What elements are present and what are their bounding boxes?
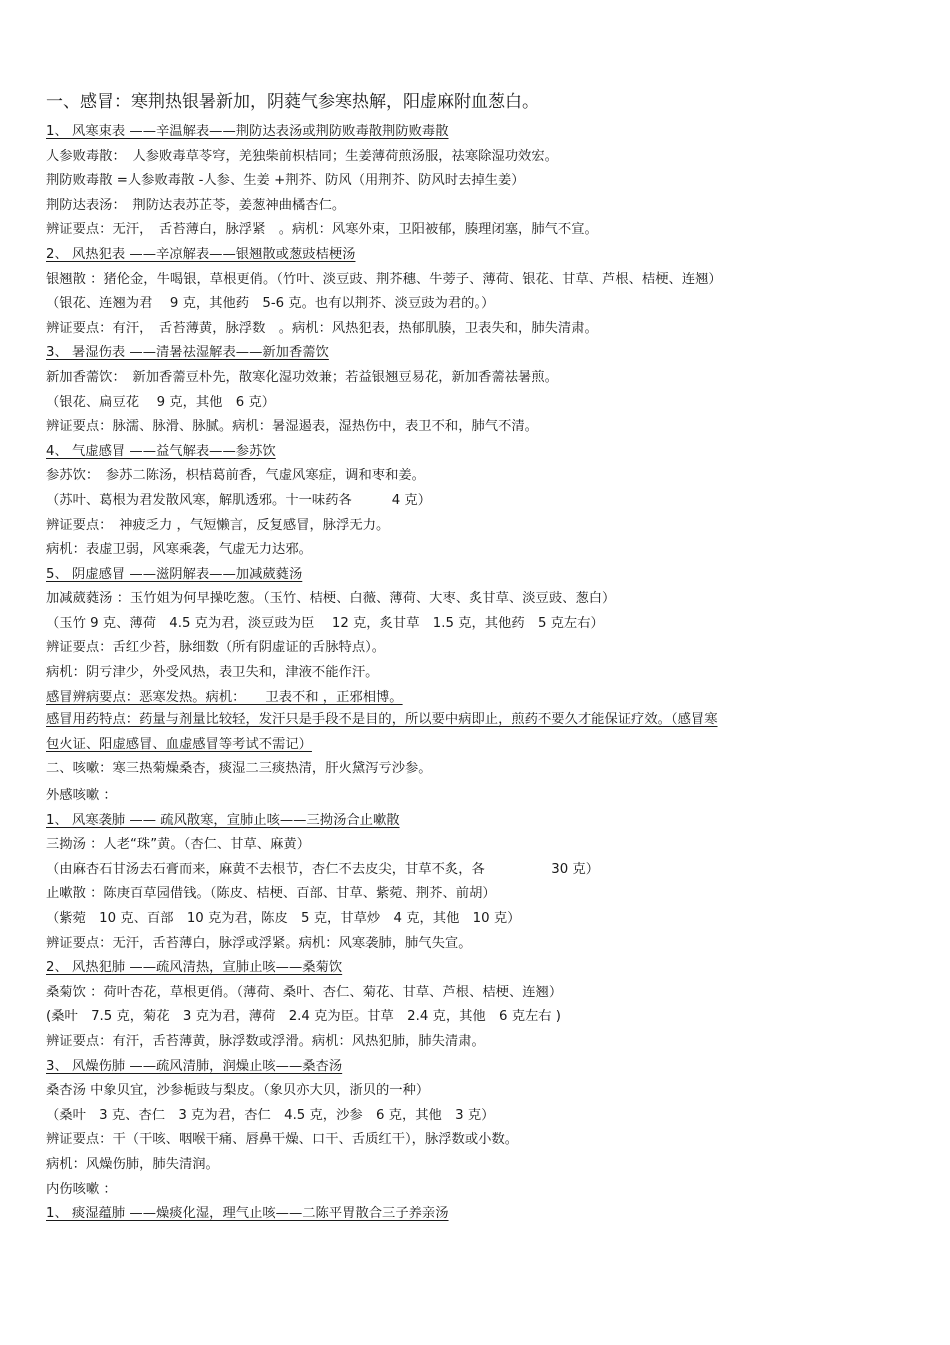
formula-heading: 5、 阴虚感冒 ——滋阴解表——加减葳蕤汤 — [46, 566, 303, 582]
text-line: （由麻杏石甘汤去石膏而来，麻黄不去根节，杏仁不去皮尖，甘草不炙，各 30 克） — [46, 861, 600, 877]
text-line: 止嗽散 ：陈庚百草园借钱。（陈皮、桔梗、百部、甘草、紫菀、荆芥、前胡） — [46, 886, 496, 902]
formula-heading: 2、 风热犯表 ——辛凉解表——银翘散或葱豉桔梗汤 — [46, 246, 356, 262]
text-line: 荆防达表汤： 荆防达表苏芷苓，姜葱神曲橘杏仁。 — [46, 197, 346, 213]
text-line: 人参败毒散： 人参败毒草苓穹，羌独柴前枳桔同；生姜薄荷煎汤服，祛寒除湿功效宏。 — [46, 148, 558, 164]
formula-heading: 3、 风燥伤肺 ——疏风清肺，润燥止咳——桑杏汤 — [46, 1058, 343, 1074]
text-line: 感冒辨病要点：恶寒发热。病机： 卫表不和 ，正邪相博。 — [46, 689, 403, 705]
text-line: 辨证要点：有汗， 舌苔薄黄，脉浮数 。病机：风热犯表，热郁肌腠，卫表失和，肺失清肃。 — [46, 320, 598, 336]
text-line: （桑叶 3 克、杏仁 3 克为君，杏仁 4.5 克，沙参 6 克，其他 3 克） — [46, 1107, 495, 1123]
text-line: （银花、连翘为君 9 克，其他药 5-6 克。也有以荆芥、淡豆豉为君的。） — [46, 296, 495, 312]
text-line: 辨证要点：有汗，舌苔薄黄，脉浮数或浮滑。病机：风热犯肺，肺失清肃。 — [46, 1033, 485, 1049]
text-line: 桑菊饮 ：荷叶杏花，草根更俏。（薄荷、桑叶、杏仁、菊花、甘草、芦根、桔梗、连翘） — [46, 984, 563, 1000]
section-title-cold: 一、感冒：寒荆热银暑新加，阴蕤气参寒热解，阳虚麻附血葱白。 — [46, 92, 539, 112]
text-line: 新加香薷饮： 新加香薷豆朴先，散寒化湿功效兼；若益银翘豆易花，新加香薷祛暑煎。 — [46, 369, 558, 385]
text-line: 二、咳嗽：寒三热菊燥桑杏，痰湿二三痰热清，肝火黛泻亏沙参。 — [46, 761, 432, 777]
text-line: （银花、扁豆花 9 克，其他 6 克） — [46, 394, 276, 410]
text-line: 辨证要点：脉濡、脉滑、脉腻。病机：暑湿遏表，湿热伤中，表卫不和，肺气不清。 — [46, 419, 538, 435]
formula-heading: 1、 风寒束表 ——辛温解表——荆防达表汤或荆防败毒散荆防败毒散 — [46, 124, 449, 139]
text-line: 外感咳嗽 ： — [46, 788, 117, 804]
text-line: 辨证要点：无汗， 舌苔薄白，脉浮紧 。病机：风寒外束，卫阳被郁，腠理闭塞，肺气不宣。 — [46, 222, 598, 238]
text-line: 三拗汤 ：人老“珠”黄。（杏仁、甘草、麻黄） — [46, 837, 310, 853]
text-line: 辨证要点：舌红少苔，脉细数（所有阴虚证的舌脉特点）。 — [46, 640, 386, 656]
text-line: 包火证、阳虚感冒、血虚感冒等考试不需记） — [46, 736, 312, 752]
formula-heading: 4、 气虚感冒 ——益气解表——参苏饮 — [46, 443, 276, 459]
text-line: 参苏饮： 参苏二陈汤，枳桔葛前香，气虚风寒症，调和枣和姜。 — [46, 468, 425, 484]
text-line: (桑叶 7.5 克，菊花 3 克为君，薄荷 2.4 克为臣。甘草 2.4 克，其他 6 克左右 ) — [46, 1009, 561, 1025]
text-line: 内伤咳嗽 ： — [46, 1181, 117, 1197]
text-line: 辨证要点： 神疲乏力 ，气短懒言，反复感冒，脉浮无力。 — [46, 517, 390, 533]
document-body — [46, 120, 916, 1227]
text-line: （玉竹 9 克、薄荷 4.5 克为君，淡豆豉为臣 12 克，炙甘草 1.5 克，其他药 5 克左右） — [46, 615, 604, 631]
text-line: （苏叶、葛根为君发散风寒，解肌透邪。十一味药各 4 克） — [46, 492, 431, 508]
formula-heading: 2、 风热犯肺 ——疏风清热，宣肺止咳——桑菊饮 — [46, 960, 343, 976]
document-page — [46, 90, 916, 1227]
text-line: 辨证要点：干（干咳、咽喉干痛、唇鼻干燥、口干、舌质红干），脉浮数或小数。 — [46, 1132, 519, 1148]
formula-heading: 1、 风寒袭肺 —— 疏风散寒，宣肺止咳——三拗汤合止嗽散 — [46, 812, 400, 828]
text-line: 辨证要点：无汗，舌苔薄白，脉浮或浮紧。病机：风寒袭肺，肺气失宣。 — [46, 935, 472, 951]
text-line: 荆防败毒散 =人参败毒散 -人参、生姜 +荆芥、防风（用荆芥、防风时去掉生姜） — [46, 173, 525, 189]
text-line: 病机：风燥伤肺，肺失清润。 — [46, 1156, 219, 1172]
text-line: 感冒用药特点：药量与剂量比较轻，发汗只是手段不是目的，所以要中病即止，煎药不要久才能保证疗效。（感冒寒 — [46, 712, 718, 728]
text-line: 加减葳蕤汤 ：玉竹姐为何早操吃葱。（玉竹、桔梗、白薇、薄荷、大枣、炙甘草、淡豆豉、葱白） — [46, 591, 616, 607]
text-line: 病机：阴亏津少，外受风热，表卫失和，津液不能作汗。 — [46, 665, 379, 681]
formula-heading: 3、 暑湿伤表 ——清暑祛湿解表——新加香薷饮 — [46, 345, 329, 361]
text-line: 银翘散 ：猪伦金，牛喝银，草根更俏。（竹叶、淡豆豉、荆芥穗、牛蒡子、薄荷、银花、甘草、芦根、桔梗、连翘） — [46, 271, 722, 287]
formula-heading: 1、 痰湿蕴肺 ——燥痰化湿，理气止咳——二陈平胃散合三子养亲汤 — [46, 1206, 449, 1222]
text-line: 病机：表虚卫弱，风寒乘袭，气虚无力达邪。 — [46, 542, 312, 558]
text-line: 桑杏汤 中象贝宜，沙参栀豉与梨皮。（象贝亦大贝，浙贝的一种） — [46, 1083, 430, 1099]
text-line: （紫菀 10 克、百部 10 克为君，陈皮 5 克，甘草炒 4 克，其他 10 克） — [46, 911, 521, 926]
